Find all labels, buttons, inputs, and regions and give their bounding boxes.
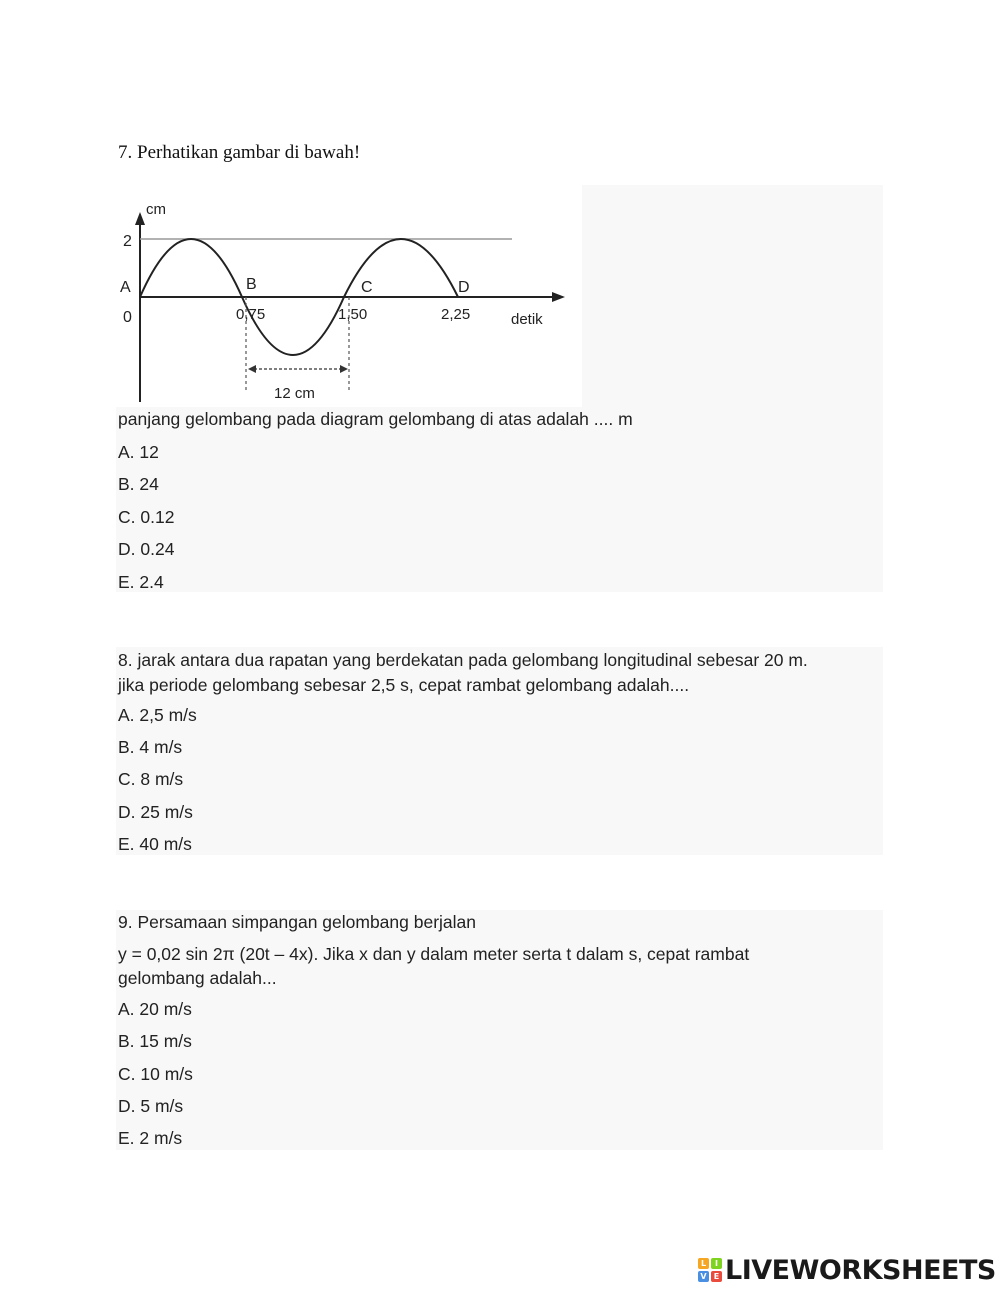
q9-option-e[interactable]: E. 2 m/s — [118, 1128, 183, 1148]
point-d-label: D — [458, 279, 470, 296]
question-9-block — [116, 910, 883, 1150]
question-8-line-2: jika periode gelombang sebesar 2,5 s, cepat rambat gelombang adalah.... — [118, 675, 690, 695]
q7-option-a[interactable]: A. 12 — [118, 442, 159, 462]
wave-diagram — [116, 185, 582, 407]
question-7-title: 7. Perhatikan gambar di bawah! — [118, 142, 361, 163]
origin-label: 0 — [123, 309, 132, 326]
logo-mark-icon — [698, 1258, 722, 1282]
q9-option-d[interactable]: D. 5 m/s — [118, 1096, 184, 1116]
q7-option-b[interactable]: B. 24 — [118, 474, 159, 494]
q7-option-e[interactable]: E. 2.4 — [118, 572, 164, 592]
q9-option-b[interactable]: B. 15 m/s — [118, 1031, 192, 1051]
y-max-label: 2 — [123, 233, 132, 250]
question-8-block — [116, 647, 883, 855]
y-axis-arrow — [135, 212, 145, 225]
question-7-prompt: panjang gelombang pada diagram gelombang di atas adalah .... m — [118, 409, 633, 429]
q8-option-a[interactable]: A. 2,5 m/s — [118, 705, 197, 725]
span-arrow-left — [248, 365, 256, 373]
question-8-line-1: 8. jarak antara dua rapatan yang berdekatan pada gelombang longitudinal sebesar 20 m. — [118, 650, 808, 670]
liveworksheets-logo — [698, 1255, 996, 1285]
point-b-label: B — [246, 276, 257, 293]
x-axis-arrow — [552, 292, 565, 302]
question-7-block — [116, 185, 883, 592]
logo-text: LIVEWORKSHEETS — [725, 1254, 996, 1286]
q7-option-d[interactable]: D. 0.24 — [118, 539, 175, 559]
question-9-line-3: gelombang adalah... — [118, 968, 277, 988]
q7-option-c[interactable]: C. 0.12 — [118, 507, 175, 527]
logo-tile-i: I — [711, 1258, 722, 1269]
q8-option-e[interactable]: E. 40 m/s — [118, 834, 192, 854]
span-arrow-right — [340, 365, 348, 373]
point-c-label: C — [361, 279, 373, 296]
y-unit-label: cm — [146, 201, 166, 218]
span-label: 12 cm — [274, 385, 315, 402]
q8-option-b[interactable]: B. 4 m/s — [118, 737, 183, 757]
wave-figure — [116, 185, 582, 407]
tick-label-1-50: 1,50 — [338, 306, 368, 323]
point-a-label: A — [120, 279, 131, 296]
question-9-line-2: y = 0,02 sin 2π (20t – 4x). Jika x dan y dalam meter serta t dalam s, cepat rambat — [118, 944, 750, 964]
tick-label-2-25: 2,25 — [441, 306, 471, 323]
question-9-line-1: 9. Persamaan simpangan gelombang berjalan — [118, 912, 477, 932]
logo-tile-v: V — [698, 1271, 709, 1282]
x-unit-label: detik — [511, 311, 543, 328]
logo-tile-l: L — [698, 1258, 709, 1269]
q9-option-a[interactable]: A. 20 m/s — [118, 999, 192, 1019]
logo-tile-e: E — [711, 1271, 722, 1282]
q8-option-d[interactable]: D. 25 m/s — [118, 802, 193, 822]
q8-option-c[interactable]: C. 8 m/s — [118, 769, 184, 789]
tick-label-0-75: 0,75 — [236, 306, 266, 323]
q9-option-c[interactable]: C. 10 m/s — [118, 1064, 193, 1084]
